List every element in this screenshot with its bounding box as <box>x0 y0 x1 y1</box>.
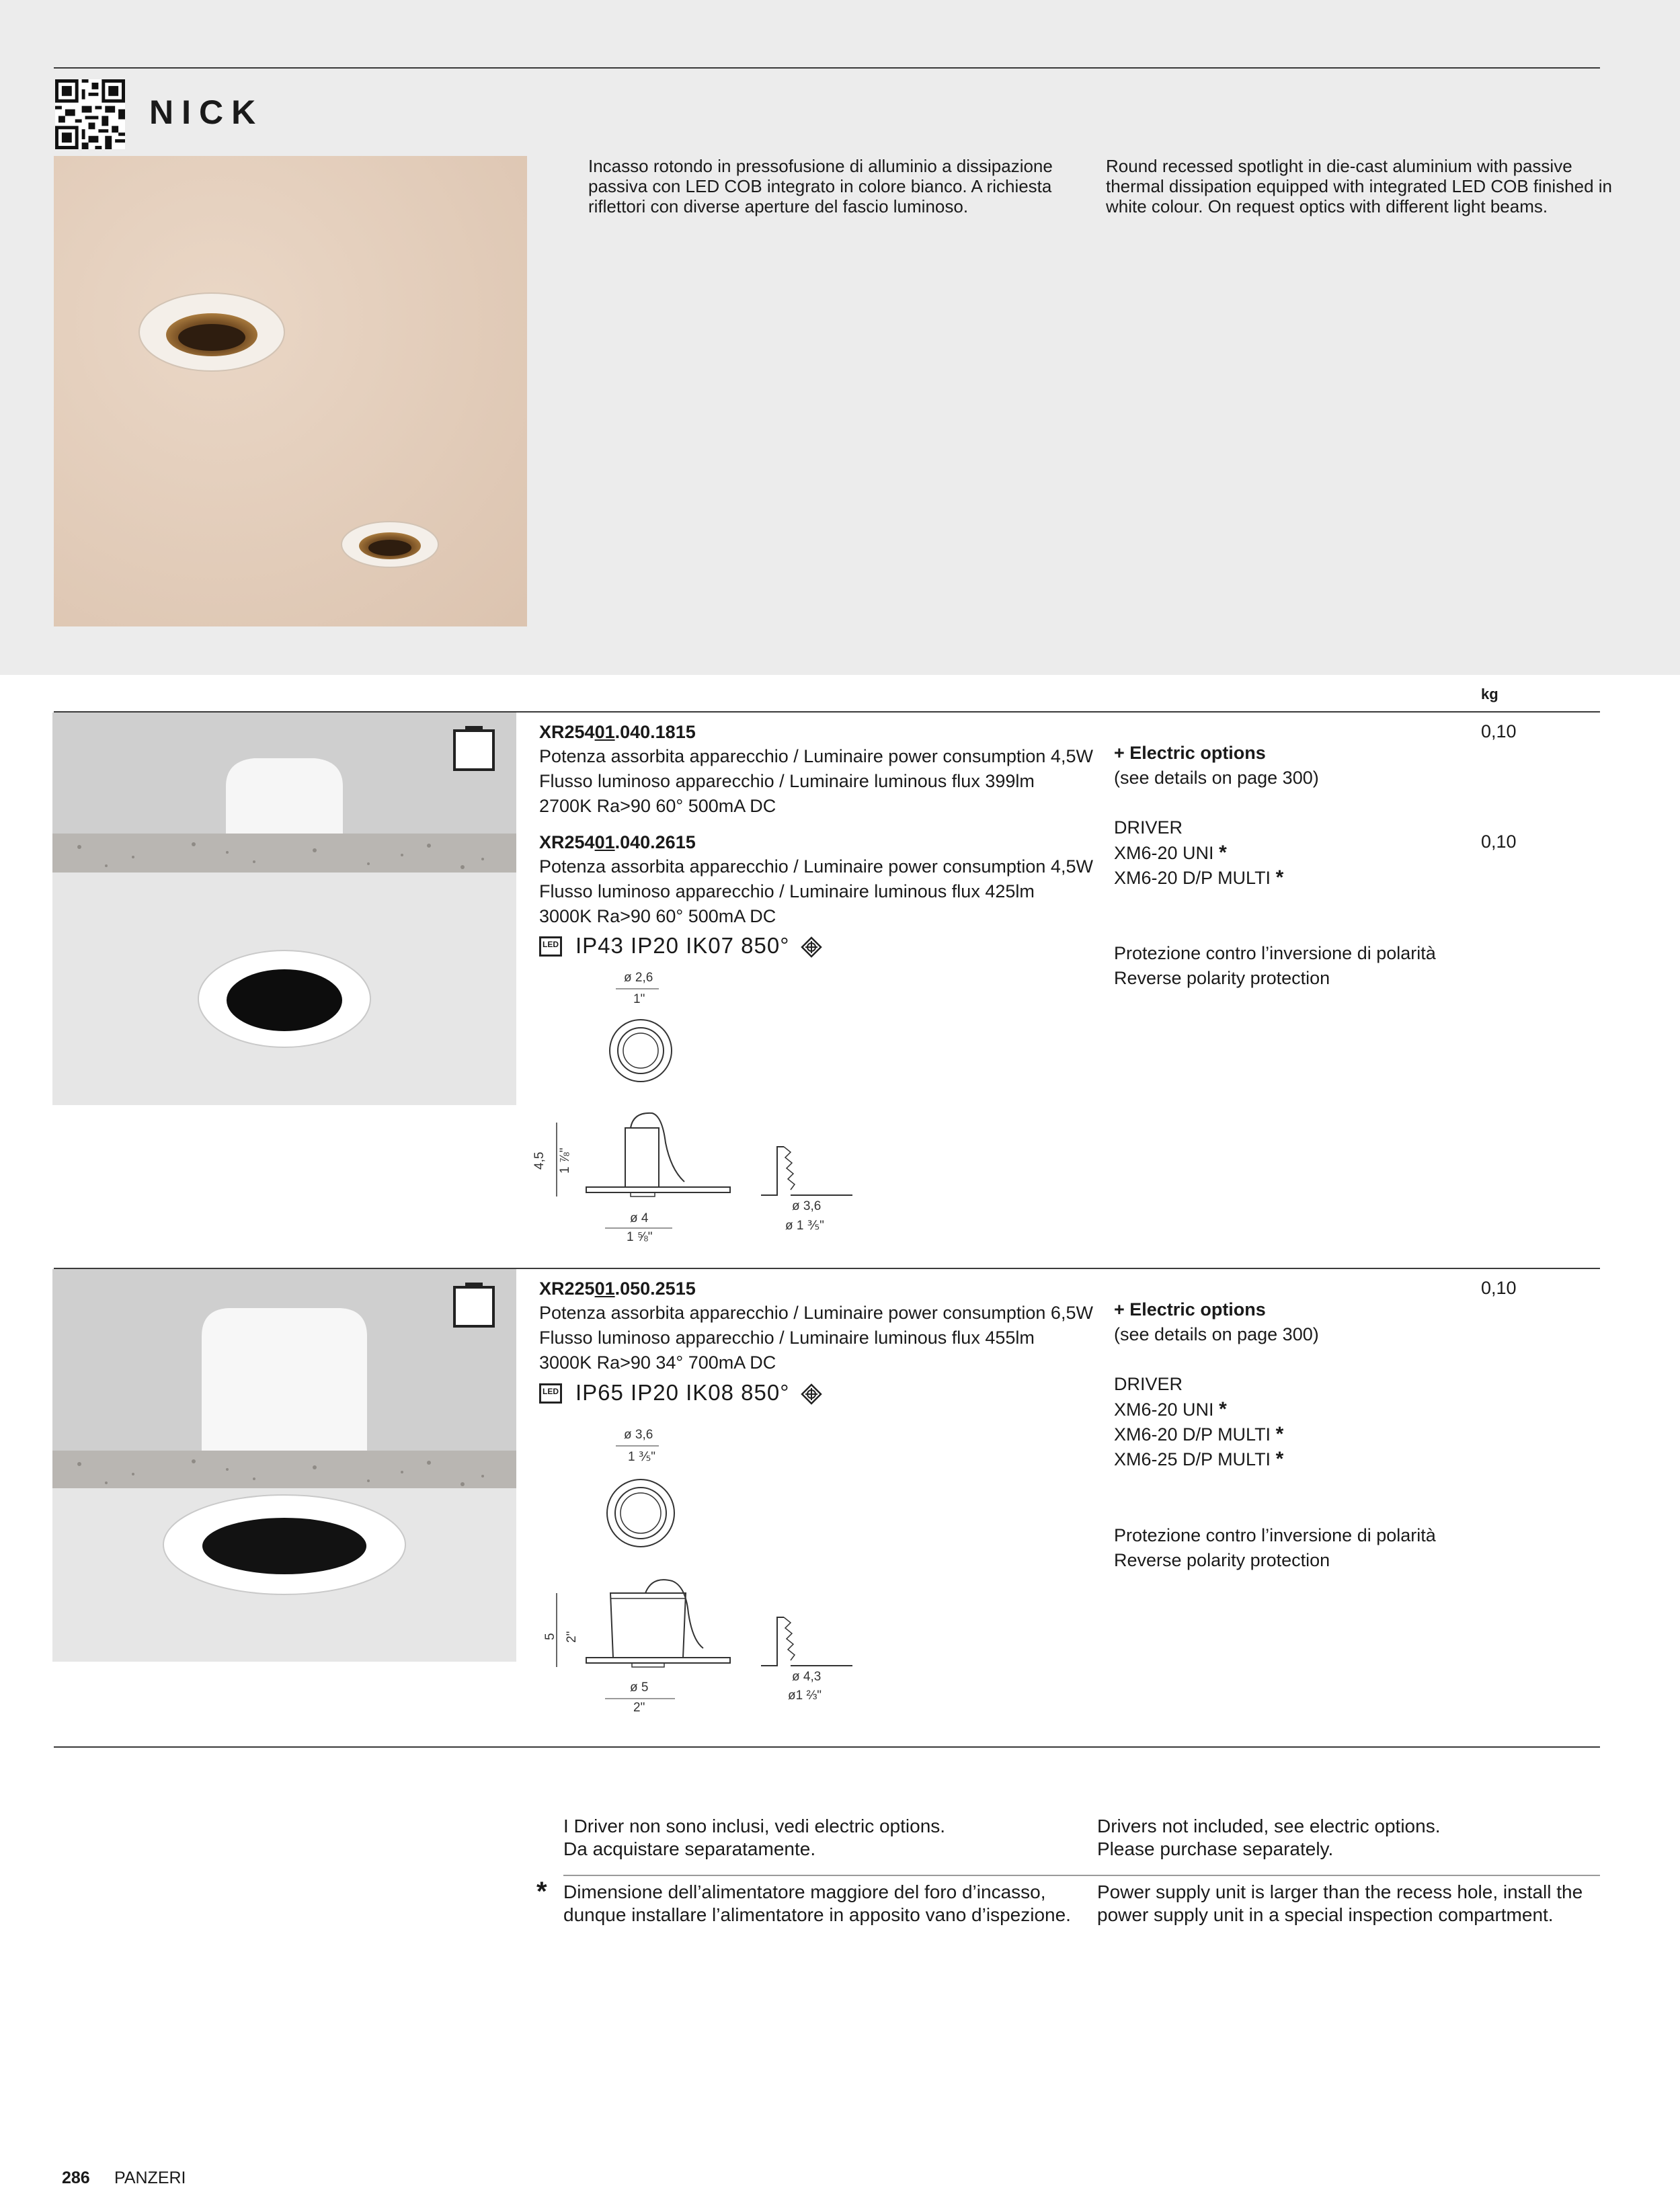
spec-line: Flusso luminoso apparecchio / Luminaire luminous flux 425lm <box>539 881 1035 901</box>
product2-variant1-weight: 0,10 <box>1481 1278 1517 1298</box>
protection-line: Reverse polarity protection <box>1114 1550 1330 1570</box>
note-line: Dimensione dell’alimentatore maggiore del foro d’incasso, <box>563 1881 1046 1902</box>
p1-dim-hole-in: ø 1 ⅗" <box>785 1219 824 1233</box>
description-italian <box>588 156 1072 216</box>
spec-line: 3000K Ra>90 60° 500mA DC <box>539 906 776 926</box>
product1-variant1-weight: 0,10 <box>1481 721 1517 741</box>
product1-photo <box>52 713 516 1105</box>
product2-electric-title[interactable]: + Electric options <box>1114 1299 1266 1320</box>
product1-driver-label: DRIVER <box>1114 817 1183 838</box>
ceiling-photo <box>54 156 527 626</box>
p2-dim-height-in: 2" <box>565 1631 579 1643</box>
p1-dim-height-in: 1 ⅞" <box>558 1147 572 1174</box>
product1-variant1-code: XR25401.040.1815 <box>539 722 696 742</box>
checkbox-marker <box>465 726 483 731</box>
dim-line <box>616 988 659 989</box>
spec-line: 3000K Ra>90 34° 700mA DC <box>539 1352 776 1373</box>
protection-line: Reverse polarity protection <box>1114 968 1330 988</box>
p2-recess-hole-drawing <box>760 1613 854 1667</box>
note-drivers-italian <box>563 1815 1074 1861</box>
spec-line: Flusso luminoso apparecchio / Luminaire luminous flux 455lm <box>539 1328 1035 1348</box>
product2-select-checkbox[interactable] <box>453 1286 495 1328</box>
p2-dim-hole-in: ø1 ⅔" <box>788 1689 822 1703</box>
p1-front-view-drawing <box>605 1015 676 1086</box>
product1-driver-1: XM6-20 UNI * <box>1114 842 1227 864</box>
desc-line: white colour. On request optics with different light beams. <box>1106 196 1548 216</box>
product1-electric-subtitle: (see details on page 300) <box>1114 768 1319 788</box>
note-power-supply-english <box>1097 1881 1601 1927</box>
product1-protection <box>1114 941 1436 991</box>
led-icon: LED <box>539 1383 562 1404</box>
product2-driver-1: XM6-20 UNI * <box>1114 1398 1227 1420</box>
dim-line <box>616 1445 659 1447</box>
product1-variant1-specs <box>539 744 1104 819</box>
dim-line <box>605 1227 672 1229</box>
p2-dim-height-mm: 5 <box>543 1633 557 1640</box>
product1-variant2-weight: 0,10 <box>1481 832 1517 852</box>
p2-dim-base-in: 2" <box>633 1701 645 1715</box>
product1-driver-2: XM6-20 D/P MULTI * <box>1114 866 1284 889</box>
notes-divider <box>563 1875 1600 1876</box>
spec-line: 2700K Ra>90 60° 500mA DC <box>539 796 776 816</box>
p1-dim-top-mm: ø 2,6 <box>624 971 653 985</box>
desc-line: Incasso rotondo in pressofusione di alluminio a dissipazione <box>588 156 1053 176</box>
kg-header: kg <box>1481 686 1498 702</box>
qr-code-icon[interactable] <box>55 79 125 149</box>
beam-shape-icon <box>800 1383 823 1406</box>
note-line: dunque installare l’alimentatore in apposito vano d’ispezione. <box>563 1904 1071 1925</box>
product2-driver-2: XM6-20 D/P MULTI * <box>1114 1423 1284 1445</box>
spec-line: Potenza assorbita apparecchio / Luminaire power consumption 6,5W <box>539 1303 1093 1323</box>
note-drivers-english <box>1097 1815 1595 1861</box>
p2-dim-top-in: 1 ⅗" <box>628 1450 656 1464</box>
note-line: Please purchase separately. <box>1097 1838 1334 1859</box>
p2-dim-base-mm: ø 5 <box>630 1680 649 1695</box>
product2-driver-label: DRIVER <box>1114 1374 1183 1394</box>
p1-dim-base-mm: ø 4 <box>630 1211 649 1225</box>
p1-side-view-drawing <box>551 1102 733 1203</box>
product1-select-checkbox[interactable] <box>453 729 495 771</box>
product1-electric-title[interactable]: + Electric options <box>1114 743 1266 763</box>
product2-variant1-specs <box>539 1301 1104 1375</box>
product2-photo <box>52 1269 516 1662</box>
top-rule <box>54 67 1600 69</box>
product2-driver-3: XM6-25 D/P MULTI * <box>1114 1448 1284 1470</box>
asterisk-icon: * <box>536 1877 547 1906</box>
product1-ratings: IP43 IP20 IK07 850° <box>575 933 790 958</box>
led-icon: LED <box>539 936 562 957</box>
spec-line: Flusso luminoso apparecchio / Luminaire luminous flux 399lm <box>539 771 1035 791</box>
p1-dim-base-in: 1 ⅝" <box>627 1230 653 1244</box>
desc-line: Round recessed spotlight in die-cast aluminium with passive <box>1106 156 1572 176</box>
beam-shape-icon <box>800 936 823 959</box>
note-line: Da acquistare separatamente. <box>563 1838 816 1859</box>
desc-line: riflettori con diverse aperture del fascio luminoso. <box>588 196 969 216</box>
checkbox-marker <box>465 1283 483 1287</box>
desc-line: passiva con LED COB integrato in colore bianco. A richiesta <box>588 176 1052 196</box>
p2-front-view-drawing <box>602 1475 679 1551</box>
product1-variant2-specs <box>539 854 1104 929</box>
p2-side-view-drawing <box>551 1573 733 1674</box>
p1-recess-hole-drawing <box>760 1143 854 1197</box>
note-line: Power supply unit is larger than the recess hole, install the <box>1097 1881 1583 1902</box>
p1-dim-height-mm: 4,5 <box>532 1151 547 1170</box>
product-title: NICK <box>149 93 264 131</box>
product2-protection <box>1114 1523 1436 1573</box>
p2-dim-top-mm: ø 3,6 <box>624 1428 653 1442</box>
p1-dim-hole-mm: ø 3,6 <box>792 1199 822 1213</box>
table-bottom-rule <box>54 1746 1600 1748</box>
protection-line: Protezione contro l’inversione di polarità <box>1114 943 1436 963</box>
spec-line: Potenza assorbita apparecchio / Luminaire power consumption 4,5W <box>539 856 1093 877</box>
note-power-supply-italian <box>563 1881 1088 1927</box>
note-line: Drivers not included, see electric options. <box>1097 1816 1441 1836</box>
note-line: I Driver non sono inclusi, vedi electric options. <box>563 1816 946 1836</box>
dim-line <box>605 1698 675 1699</box>
brand-name: PANZERI <box>114 2168 186 2187</box>
p1-dim-top-in: 1" <box>633 992 645 1006</box>
product2-electric-subtitle: (see details on page 300) <box>1114 1324 1319 1344</box>
product2-variant1-code: XR22501.050.2515 <box>539 1279 696 1299</box>
page-number: 286 <box>62 2168 90 2187</box>
spec-line: Potenza assorbita apparecchio / Luminaire power consumption 4,5W <box>539 746 1093 766</box>
product2-ratings: IP65 IP20 IK08 850° <box>575 1380 790 1405</box>
p2-dim-hole-mm: ø 4,3 <box>792 1670 822 1684</box>
description-english <box>1106 156 1617 216</box>
desc-line: thermal dissipation equipped with integrated LED COB finished in <box>1106 176 1612 196</box>
protection-line: Protezione contro l’inversione di polarità <box>1114 1525 1436 1545</box>
note-line: power supply unit in a special inspection compartment. <box>1097 1904 1554 1925</box>
product1-variant2-code: XR25401.040.2615 <box>539 832 696 852</box>
